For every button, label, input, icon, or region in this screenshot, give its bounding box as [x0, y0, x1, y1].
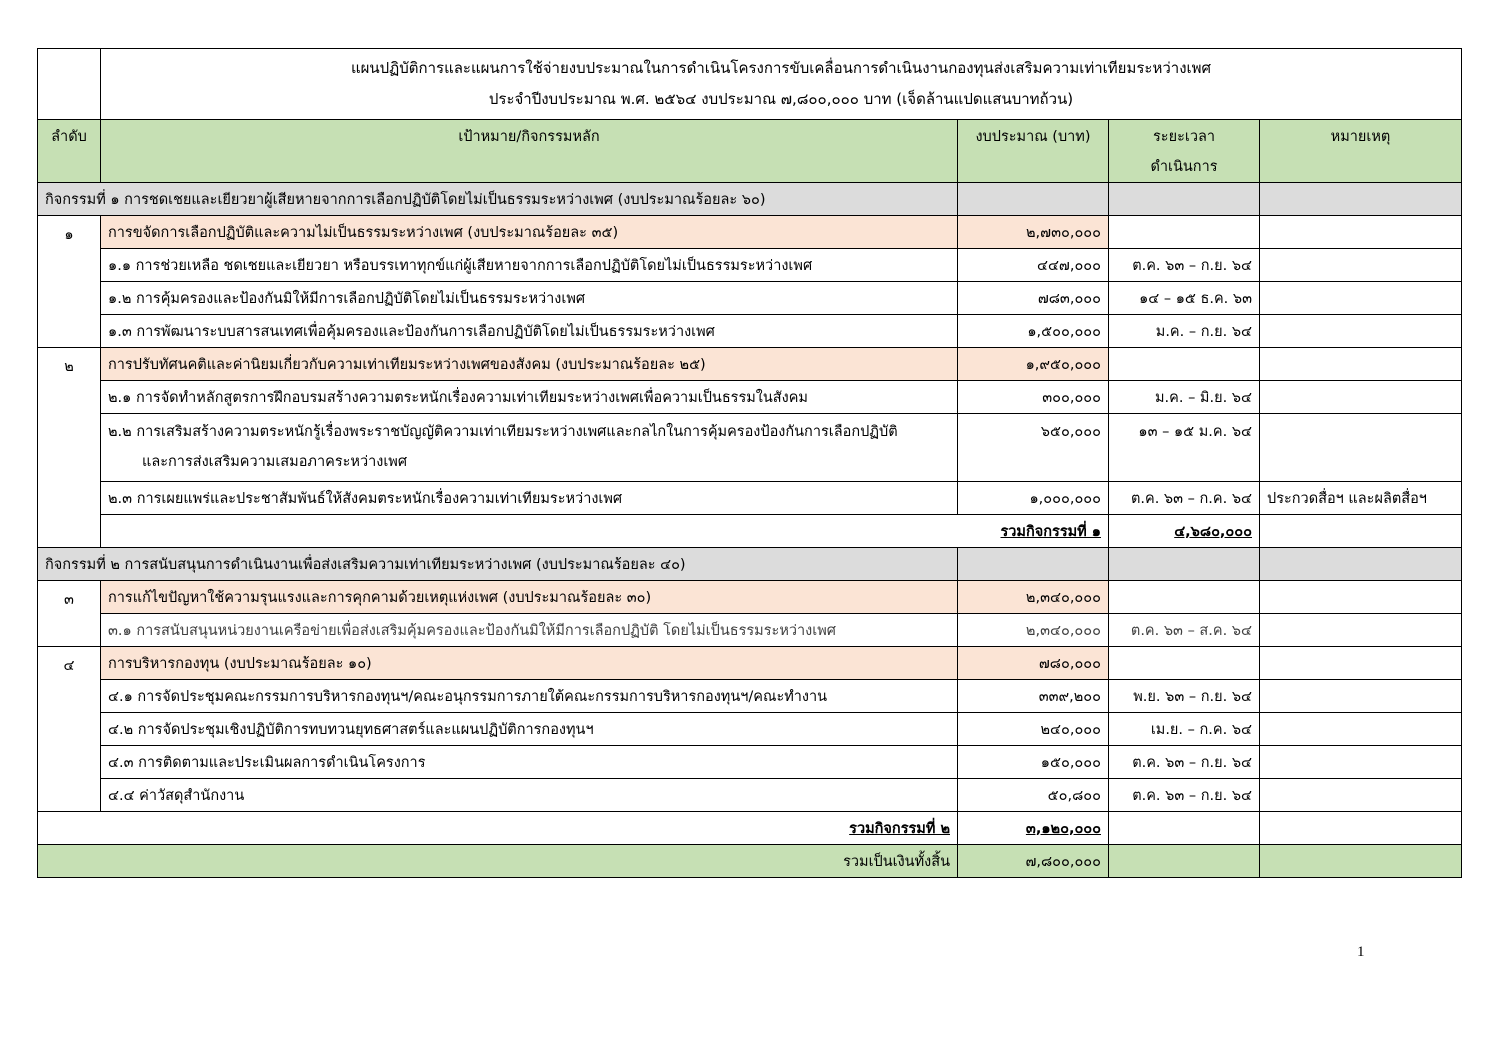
header-budget: งบประมาณ (บาท) [958, 120, 1109, 183]
item-row [38, 713, 1462, 746]
item-label: ๑.๓ การพัฒนาระบบสารสนเทศเพื่อคุ้มครองและป้องกันการเลือกปฏิบัติโดยไม่เป็นธรรมระหว่างเพศ [101, 315, 958, 348]
item-row [38, 282, 1462, 315]
item-period: ต.ค. ๖๓ – ก.ย. ๖๔ [1109, 746, 1260, 779]
grand-total-row [38, 845, 1462, 878]
item-row [38, 482, 1462, 515]
item-row [38, 381, 1462, 414]
subtotal-row [38, 515, 1462, 548]
activity-2-label: กิจกรรมที่ ๒ การสนับสนุนการดำเนินงานเพื่อส่งเสริมความเท่าเทียมระหว่างเพศ (งบประมาณร้อยละ ๔๐) [38, 548, 958, 581]
group-label: การปรับทัศนคติและค่านิยมเกี่ยวกับความเท่าเทียมระหว่างเพศของสังคม (งบประมาณร้อยละ ๒๕) [101, 348, 958, 381]
title-row [38, 49, 1462, 120]
subtotal-value: ๓,๑๒๐,๐๐๐ [1025, 820, 1101, 837]
subtotal-value: ๔,๖๘๐,๐๐๐ [1174, 523, 1252, 540]
item-budget: ๑,๐๐๐,๐๐๐ [958, 482, 1109, 515]
item-row [38, 779, 1462, 812]
title-line-1: แผนปฏิบัติการและแผนการใช้จ่ายงบประมาณในการดำเนินโครงการขับเคลื่อนการดำเนินงานกองทุนส่งเสริมความเท่าเทียมระหว่างเพศ [350, 59, 1212, 77]
item-period: ๑๔ – ๑๕ ธ.ค. ๖๓ [1109, 282, 1260, 315]
page-number: 1 [1357, 944, 1365, 960]
subtotal-row [38, 812, 1462, 845]
item-budget: ๓๓๙,๒๐๐ [958, 680, 1109, 713]
item-budget: ๖๕๐,๐๐๐ [958, 414, 1109, 482]
activity-1-label: กิจกรรมที่ ๑ การชดเชยและเยียวยาผู้เสียหายจากการเลือกปฏิบัติโดยไม่เป็นธรรมระหว่างเพศ (งบประมาณร้อยละ ๖๐) [38, 183, 958, 216]
group-label: การขจัดการเลือกปฏิบัติและความไม่เป็นธรรมระหว่างเพศ (งบประมาณร้อยละ ๓๕) [101, 216, 958, 249]
group-budget: ๒,๗๓๐,๐๐๐ [958, 216, 1109, 249]
subtotal-label: รวมกิจกรรมที่ ๑ [1000, 523, 1101, 540]
item-budget: ๓๐๐,๐๐๐ [958, 381, 1109, 414]
item-row [38, 614, 1462, 647]
item-budget: ๕๐,๘๐๐ [958, 779, 1109, 812]
item-budget: ๑๕๐,๐๐๐ [958, 746, 1109, 779]
item-label: ๑.๑ การช่วยเหลือ ชดเชยและเยียวยา หรือบรรเทาทุกข์แก่ผู้เสียหายจากการเลือกปฏิบัติโดยไม่เป็นธรรมระหว่างเพศ [101, 249, 958, 282]
item-budget: ๗๘๓,๐๐๐ [958, 282, 1109, 315]
item-label: ๓.๑ การสนับสนุนหน่วยงานเครือข่ายเพื่อส่งเสริมคุ้มครองและป้องกันมิให้มีการเลือกปฏิบัติ โดยไม่เป็นธรรมระหว่างเพศ [101, 614, 958, 647]
item-budget: ๒,๓๔๐,๐๐๐ [958, 614, 1109, 647]
item-row [38, 249, 1462, 282]
group-budget: ๒,๓๔๐,๐๐๐ [958, 581, 1109, 614]
item-label: ๔.๒ การจัดประชุมเชิงปฏิบัติการทบทวนยุทธศาสตร์และแผนปฏิบัติการกองทุนฯ [101, 713, 958, 746]
group-budget: ๑,๙๕๐,๐๐๐ [958, 348, 1109, 381]
item-period: ม.ค. – ก.ย. ๖๔ [1109, 315, 1260, 348]
item-row [38, 680, 1462, 713]
header-row [38, 120, 1462, 183]
title-line-2: ประจำปีงบประมาณ พ.ศ. ๒๕๖๔ งบประมาณ ๗,๘๐๐,๐๐๐ บาท (เจ็ดล้านแปดแสนบาทถ้วน) [488, 90, 1074, 108]
item-budget: ๑,๕๐๐,๐๐๐ [958, 315, 1109, 348]
activity-row [38, 183, 1462, 216]
item-budget: ๒๔๐,๐๐๐ [958, 713, 1109, 746]
group-seq: ๒ [38, 348, 101, 548]
header-remark: หมายเหตุ [1260, 120, 1462, 183]
group-seq: ๑ [38, 216, 101, 348]
item-period: พ.ย. ๖๓ – ก.ย. ๖๔ [1109, 680, 1260, 713]
grand-total-value: ๗,๘๐๐,๐๐๐ [958, 845, 1109, 878]
header-seq: ลำดับ [38, 120, 101, 183]
item-period: ต.ค. ๖๓ – ส.ค. ๖๔ [1109, 614, 1260, 647]
group-row [38, 581, 1462, 614]
group-budget: ๗๘๐,๐๐๐ [958, 647, 1109, 680]
item-label: ๔.๑ การจัดประชุมคณะกรรมการบริหารกองทุนฯ/คณะอนุกรรมการภายใต้คณะกรรมการบริหารกองทุนฯ/คณะทำงาน [101, 680, 958, 713]
grand-total-label: รวมเป็นเงินทั้งสิ้น [38, 845, 958, 878]
item-row [38, 414, 1462, 482]
item-period: ม.ค. – มิ.ย. ๖๔ [1109, 381, 1260, 414]
item-label: ๔.๔ ค่าวัสดุสำนักงาน [101, 779, 958, 812]
item-period: ต.ค. ๖๓ – ก.ค. ๖๔ [1109, 482, 1260, 515]
item-label: ๒.๑ การจัดทำหลักสูตรการฝึกอบรมสร้างความตระหนักเรื่องความเท่าเทียมระหว่างเพศเพื่อความเป็นธรรมในสังคม [101, 381, 958, 414]
group-row [38, 216, 1462, 249]
subtotal-label: รวมกิจกรรมที่ ๒ [849, 820, 950, 837]
header-period: ระยะเวลา ดำเนินการ [1109, 120, 1260, 183]
item-period: ต.ค. ๖๓ – ก.ย. ๖๔ [1109, 249, 1260, 282]
item-period: ต.ค. ๖๓ – ก.ย. ๖๔ [1109, 779, 1260, 812]
group-seq: ๓ [38, 581, 101, 647]
group-row [38, 348, 1462, 381]
item-label: ๔.๓ การติดตามและประเมินผลการดำเนินโครงการ [101, 746, 958, 779]
group-label: การแก้ไขปัญหาใช้ความรุนแรงและการคุกคามด้วยเหตุแห่งเพศ (งบประมาณร้อยละ ๓๐) [101, 581, 958, 614]
item-label: ๒.๒ การเสริมสร้างความตระหนักรู้เรื่องพระราชบัญญัติความเท่าเทียมระหว่างเพศและกลไกในการคุ้มครองป้องกันการเลือกปฏิบัติ และการส่งเสริมความเสมอภาคระหว่างเพศ [101, 414, 958, 482]
document-title [101, 49, 1462, 120]
item-period: เม.ย. – ก.ค. ๖๔ [1109, 713, 1260, 746]
group-seq: ๔ [38, 647, 101, 812]
item-period: ๑๓ – ๑๕ ม.ค. ๖๔ [1109, 414, 1260, 482]
item-row [38, 315, 1462, 348]
item-row [38, 746, 1462, 779]
item-budget: ๔๔๗,๐๐๐ [958, 249, 1109, 282]
group-row [38, 647, 1462, 680]
item-label: ๑.๒ การคุ้มครองและป้องกันมิให้มีการเลือกปฏิบัติโดยไม่เป็นธรรมระหว่างเพศ [101, 282, 958, 315]
budget-plan-table [37, 48, 1462, 878]
item-remark: ประกวดสื่อฯ และผลิตสื่อฯ [1260, 482, 1462, 515]
activity-row [38, 548, 1462, 581]
group-label: การบริหารกองทุน (งบประมาณร้อยละ ๑๐) [101, 647, 958, 680]
item-label: ๒.๓ การเผยแพร่และประชาสัมพันธ์ให้สังคมตระหนักเรื่องความเท่าเทียมระหว่างเพศ [101, 482, 958, 515]
header-goal: เป้าหมาย/กิจกรรมหลัก [101, 120, 958, 183]
